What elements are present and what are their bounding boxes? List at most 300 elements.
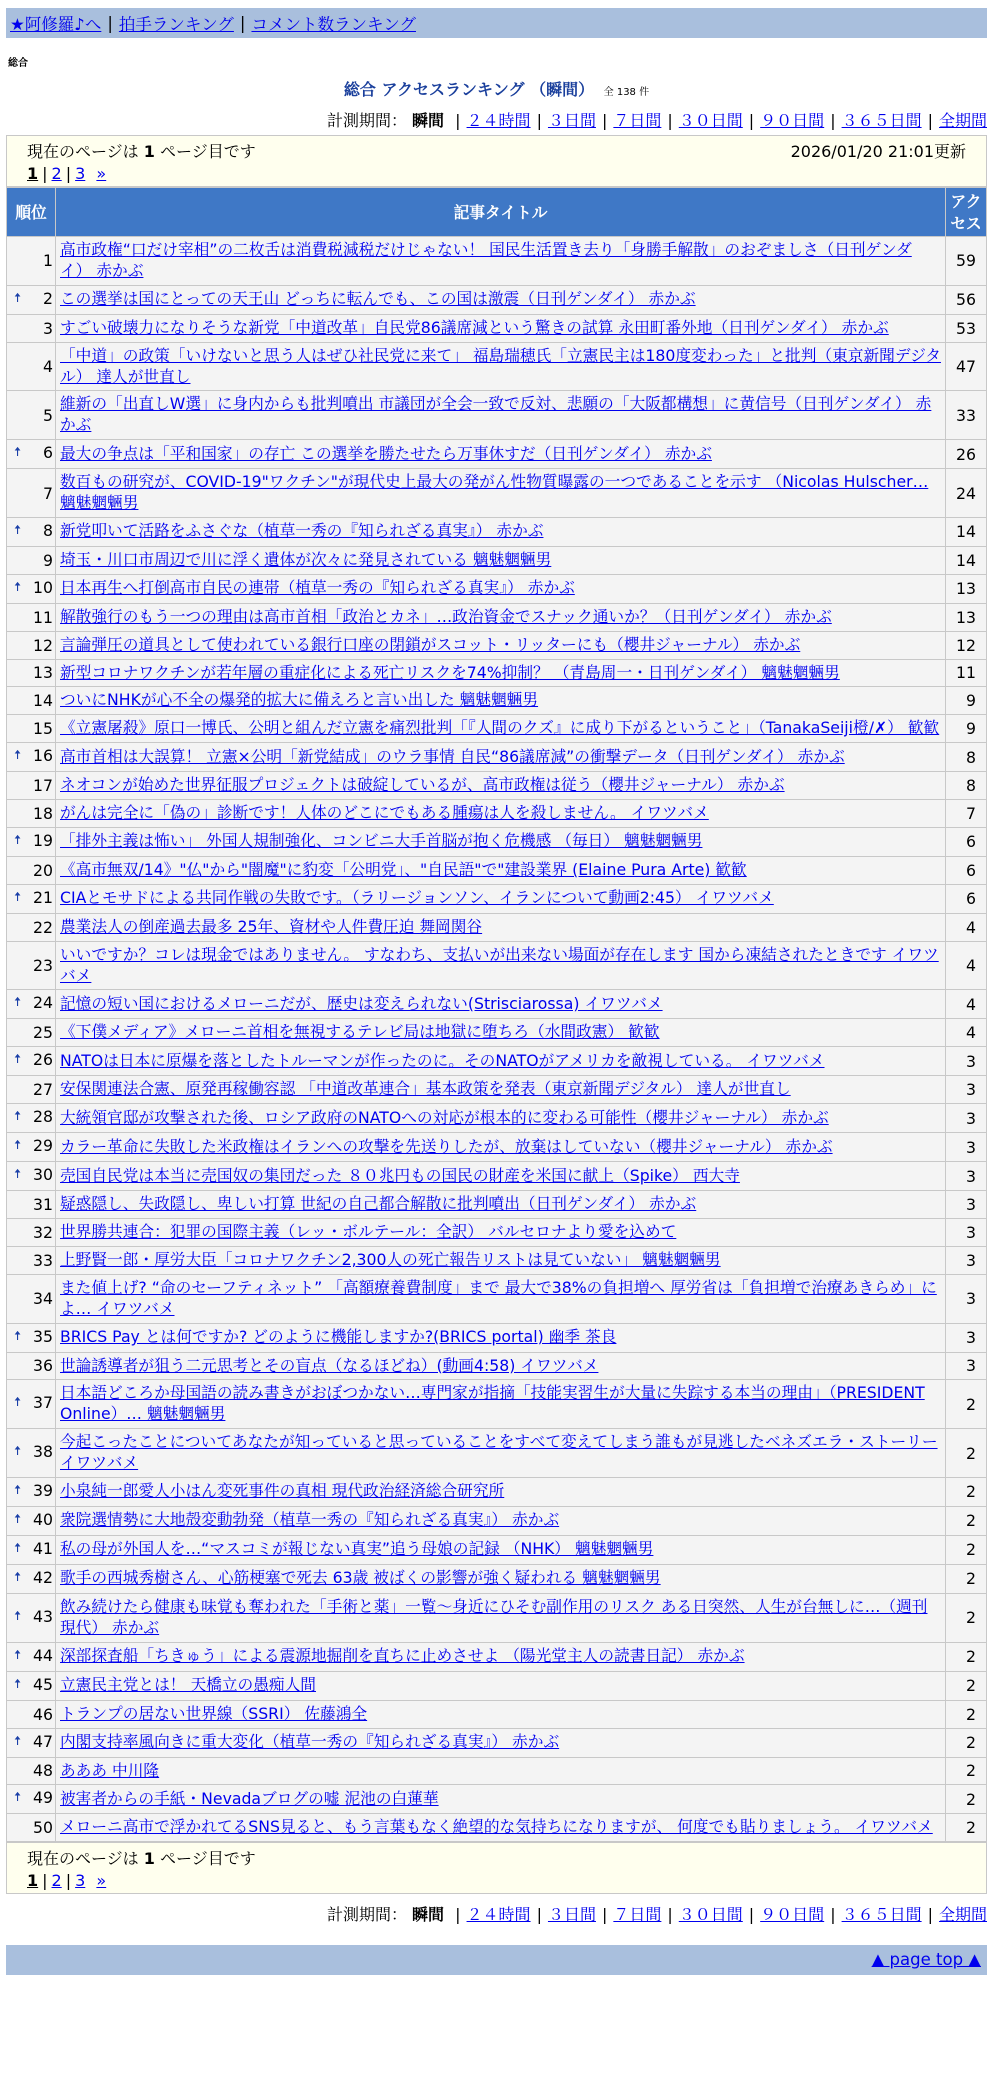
access-count: 2 bbox=[946, 1535, 987, 1564]
article-title-link[interactable]: 歌手の西城秀樹さん、心筋梗塞で死去 63歳 被ばくの影響が強く疑われる 魑魅魍魎男 bbox=[60, 1568, 661, 1588]
rank-cell bbox=[7, 659, 56, 687]
article-title-link[interactable]: 高市政権“口だけ宰相”の二枚舌は消費税減税だけじゃない！ 国民生活置き去り「身勝手解散」のおぞましさ（日刊ゲンダイ） 赤かぶ bbox=[60, 240, 912, 280]
rank-number: 11 bbox=[33, 607, 53, 627]
article-title-link[interactable]: 埼玉・川口市周辺で川に浮く遺体が次々に発見されている 魑魅魍魎男 bbox=[60, 549, 552, 569]
table-row bbox=[7, 856, 987, 884]
access-count: 4 bbox=[946, 913, 987, 941]
rank-number: 36 bbox=[33, 1356, 53, 1376]
rank-up-arrow-icon: 🠅 bbox=[14, 1569, 22, 1585]
access-count: 14 bbox=[946, 517, 987, 546]
article-title-link[interactable]: ネオコンが始めた世界征服プロジェクトは破綻しているが、高市政権は従う（櫻井ジャーナル） 赤かぶ bbox=[60, 775, 785, 795]
clap-ranking-link[interactable]: 拍手ランキング bbox=[118, 15, 234, 34]
table-row bbox=[7, 913, 987, 941]
rank-number: 50 bbox=[33, 1818, 53, 1838]
access-count: 59 bbox=[946, 237, 987, 286]
rank-cell bbox=[7, 1076, 56, 1104]
access-count: 2 bbox=[946, 1429, 987, 1478]
rank-cell bbox=[7, 342, 56, 391]
article-title-link[interactable]: すごい破壊力になりそうな新党「中道改革」自民党86議席減という驚きの試算 永田町番外地（日刊ゲンダイ） 赤かぶ bbox=[60, 317, 889, 337]
title-cell bbox=[56, 1728, 946, 1757]
table-row bbox=[7, 546, 987, 574]
rank-cell bbox=[7, 1785, 56, 1814]
rank-cell bbox=[7, 1246, 56, 1274]
title-cell bbox=[56, 743, 946, 772]
rank-up-arrow-icon: 🠅 bbox=[14, 748, 22, 764]
period-separator: | bbox=[927, 1905, 933, 1925]
rank-cell bbox=[7, 1564, 56, 1593]
rank-up-arrow-icon: 🠅 bbox=[14, 1790, 22, 1806]
access-count: 33 bbox=[946, 391, 987, 440]
access-count: 24 bbox=[946, 469, 987, 518]
table-row bbox=[7, 631, 987, 659]
article-title-link[interactable]: 世界勝共連合：犯罪の国際主義（レッ・ボルテール：全訳） バルセロナより愛を込めて bbox=[60, 1222, 677, 1241]
rank-number: 2 bbox=[43, 288, 53, 308]
article-title-link[interactable]: 「排外主義は怖い」 外国人規制強化、コンビニ大手首脳が抱く危機感 （毎日） 魑魅魍魎男 bbox=[60, 831, 703, 851]
article-title-link[interactable]: トランプの居ない世界線（SSRI） 佐藤鴻全 bbox=[60, 1703, 368, 1723]
title-cell bbox=[56, 941, 946, 990]
rank-up-arrow-icon: 🠅 bbox=[14, 1511, 22, 1527]
access-count: 2 bbox=[946, 1506, 987, 1535]
access-count: 3 bbox=[946, 1076, 987, 1104]
rank-cell bbox=[7, 1191, 56, 1219]
pagination-next[interactable]: » bbox=[96, 1871, 107, 1891]
table-row bbox=[7, 1785, 987, 1814]
rank-cell bbox=[7, 913, 56, 941]
period-link-4[interactable]: ９０日間 bbox=[760, 1905, 825, 1925]
table-row bbox=[7, 440, 987, 469]
title-cell bbox=[56, 1477, 946, 1506]
article-title-link[interactable]: ついにNHKが心不全の爆発的拡大に備えろと言い出した 魑魅魍魎男 bbox=[60, 690, 539, 710]
article-title-link[interactable]: 高市首相は大誤算！ 立憲×公明「新党結成」のウラ事情 自民“86議席減”の衝撃データ（日刊ゲンダイ） 赤かぶ bbox=[60, 746, 845, 766]
title-cell bbox=[56, 1133, 946, 1162]
rank-number: 41 bbox=[33, 1538, 53, 1558]
table-row bbox=[7, 1757, 987, 1785]
rank-up-arrow-icon: 🠅 bbox=[14, 1540, 22, 1556]
rank-number: 30 bbox=[33, 1165, 53, 1185]
article-title-link[interactable]: 数百もの研究が、COVID-19"ワクチン"が現代史上最大の発がん性物質曝露の一つであることを示す （Nicolas Hulscher… 魑魅魍魎男 bbox=[60, 472, 929, 512]
table-row bbox=[7, 1191, 987, 1219]
article-title-link[interactable]: 大統領官邸が攻撃された後、ロシア政府のNATOへの対応が根本的に変わる可能性（櫻井ジャーナル） 赤かぶ bbox=[60, 1107, 829, 1127]
access-count: 2 bbox=[946, 1380, 987, 1429]
table-row bbox=[7, 314, 987, 342]
title-cell bbox=[56, 1191, 946, 1219]
rank-number: 46 bbox=[33, 1704, 53, 1724]
title-cell bbox=[56, 1219, 946, 1247]
pagination-page-3[interactable]: 3 bbox=[75, 1871, 86, 1891]
title-cell bbox=[56, 1700, 946, 1728]
rank-number: 25 bbox=[33, 1023, 53, 1043]
table-row bbox=[7, 1047, 987, 1076]
rank-number: 44 bbox=[33, 1645, 53, 1665]
rank-number: 32 bbox=[33, 1222, 53, 1242]
access-count: 13 bbox=[946, 574, 987, 603]
period-separator: | bbox=[927, 111, 933, 130]
access-count: 6 bbox=[946, 884, 987, 913]
article-title-link[interactable]: また値上げ? “命のセーフティネット” 「高額療養費制度」まで 最大で38%の負担増へ 厚労省は「負担増で治療あきらめ」によ… イワツバメ bbox=[60, 1277, 937, 1318]
article-title-link[interactable]: がんは完全に「偽の」診断です！人体のどこにでもある腫瘍は人を殺しません。 イワツバメ bbox=[60, 803, 709, 822]
table-row bbox=[7, 1671, 987, 1700]
article-title-link[interactable]: 維新の「出直しW選」に身内からも批判噴出 市議団が全会一致で反対、悲願の「大阪都構想」に黄信号（日刊ゲンダイ） 赤かぶ bbox=[60, 394, 932, 435]
table-row bbox=[7, 237, 987, 286]
pagination-page-2[interactable]: 2 bbox=[51, 1871, 62, 1891]
article-title-link[interactable]: 《立憲屠殺》原口一博氏、公明と組んだ立憲を痛烈批判「『人間のクズ』に成り下がるということ」（TanakaSeiji橙/✗） 歓歓 bbox=[60, 718, 940, 738]
rank-cell bbox=[7, 391, 56, 440]
rank-number: 33 bbox=[33, 1250, 53, 1270]
period-link-0[interactable]: ２４時間 bbox=[466, 111, 531, 130]
bottom-bar bbox=[6, 1945, 987, 1975]
nav-separator: | bbox=[239, 13, 246, 33]
rank-number: 15 bbox=[33, 719, 53, 739]
rank-cell bbox=[7, 827, 56, 856]
period-link-6[interactable]: 全期間 bbox=[938, 111, 987, 130]
title-cell bbox=[56, 469, 946, 518]
rank-cell bbox=[7, 1047, 56, 1076]
pagination-page-2[interactable]: 2 bbox=[51, 164, 62, 183]
period-link-1[interactable]: ３日間 bbox=[547, 111, 596, 130]
table-row bbox=[7, 1700, 987, 1728]
title-cell bbox=[56, 659, 946, 687]
rank-cell bbox=[7, 440, 56, 469]
rank-number: 1 bbox=[43, 251, 53, 271]
rank-cell bbox=[7, 715, 56, 743]
article-title-link[interactable]: 新型コロナワクチンが若年層の重症化による死亡リスクを74%抑制？ （青島周一・日刊ゲンダイ） 魑魅魍魎男 bbox=[60, 662, 840, 682]
page-title-row bbox=[0, 77, 993, 100]
rank-number: 13 bbox=[33, 663, 53, 683]
table-row bbox=[7, 469, 987, 518]
access-count: 47 bbox=[946, 342, 987, 391]
rank-up-arrow-icon: 🠅 bbox=[14, 1647, 22, 1663]
rank-cell bbox=[7, 546, 56, 574]
rank-cell bbox=[7, 1535, 56, 1564]
table-row bbox=[7, 1814, 987, 1842]
access-count: 11 bbox=[946, 659, 987, 687]
table-row bbox=[7, 1477, 987, 1506]
article-title-link[interactable]: 今起こったことについてあなたが知っていると思っていることをすべて変えてしまう誰もが見逃したベネズエラ・ストーリー イワツバメ bbox=[60, 1432, 938, 1472]
title-cell bbox=[56, 1642, 946, 1671]
period-separator: | bbox=[667, 111, 673, 130]
table-row bbox=[7, 941, 987, 990]
rank-number: 14 bbox=[33, 691, 53, 711]
article-title-link[interactable]: 《下僕メディア》メローニ首相を無視するテレビ局は地獄に堕ちろ（水間政憲） 歓歓 bbox=[60, 1022, 660, 1042]
access-count: 2 bbox=[946, 1785, 987, 1814]
article-title-link[interactable]: 日本再生へ打倒高市自民の連帯（植草一秀の『知られざる真実』） 赤かぶ bbox=[60, 578, 575, 598]
period-separator: | bbox=[536, 111, 542, 130]
table-row bbox=[7, 659, 987, 687]
access-count: 56 bbox=[946, 285, 987, 314]
period-selector-top bbox=[0, 108, 987, 131]
access-count: 4 bbox=[946, 941, 987, 990]
rank-up-arrow-icon: 🠅 bbox=[14, 522, 22, 538]
top-nav-bar bbox=[6, 8, 987, 38]
rank-cell bbox=[7, 517, 56, 546]
article-title-link[interactable]: 内閣支持率風向きに重大変化（植草一秀の『知られざる真実』） 赤かぶ bbox=[60, 1732, 560, 1752]
comment-ranking-link[interactable]: コメント数ランキング bbox=[251, 15, 416, 34]
article-title-link[interactable]: 世論誘導者が狙う二元思考とその盲点（なるほどね）(動画4:58) イワツバメ bbox=[60, 1355, 599, 1375]
title-cell bbox=[56, 913, 946, 941]
access-count: 2 bbox=[946, 1593, 987, 1642]
article-title-link[interactable]: いいですか？コレは現金ではありません。 すなわち、支払いが出来ない場面が存在します 国から凍結されたときです イワツバメ bbox=[60, 944, 939, 985]
access-count: 3 bbox=[946, 1274, 987, 1323]
title-cell bbox=[56, 1323, 946, 1352]
ranking-rows bbox=[7, 237, 987, 1842]
title-cell bbox=[56, 517, 946, 546]
table-row bbox=[7, 715, 987, 743]
title-cell bbox=[56, 342, 946, 391]
table-row bbox=[7, 827, 987, 856]
rank-up-arrow-icon: 🠅 bbox=[14, 290, 22, 306]
title-cell bbox=[56, 1429, 946, 1478]
rank-number: 45 bbox=[33, 1674, 53, 1694]
table-row bbox=[7, 990, 987, 1019]
article-title-link[interactable]: 被害者からの手紙・Nevadaブログの嘘 泥池の白蓮華 bbox=[60, 1788, 439, 1808]
period-current: 瞬間 bbox=[412, 1905, 445, 1925]
title-cell bbox=[56, 1047, 946, 1076]
rank-number: 40 bbox=[33, 1509, 53, 1529]
article-title-link[interactable]: メローニ高市で浮かれてるSNS見ると、もう言葉もなく絶望的な気持ちになりますが、 何度でも貼りましょう。 イワツバメ bbox=[60, 1817, 933, 1837]
article-title-link[interactable]: あああ 中川隆 bbox=[60, 1760, 160, 1780]
article-title-link[interactable]: 立憲民主党とは！ 天橋立の愚痴人間 bbox=[60, 1675, 316, 1695]
title-cell bbox=[56, 1380, 946, 1429]
article-title-link[interactable]: 安保関連法合憲、原発再稼働容認 「中道改革連合」基本政策を発表（東京新聞デジタル） 達人が世直し bbox=[60, 1079, 791, 1099]
article-title-link[interactable]: 農業法人の倒産過去最多 25年、資材や人件費圧迫 舞岡関谷 bbox=[60, 916, 483, 936]
period-separator: | bbox=[601, 111, 608, 130]
article-title-link[interactable]: 新党叩いて活路をふさぐな（植草一秀の『知られざる真実』） 赤かぶ bbox=[60, 521, 544, 541]
period-link-0[interactable]: ２４時間 bbox=[466, 1905, 531, 1925]
rank-number: 49 bbox=[33, 1788, 53, 1808]
rank-cell bbox=[7, 743, 56, 772]
rank-number: 18 bbox=[33, 803, 53, 823]
table-row bbox=[7, 1352, 987, 1380]
site-home-link[interactable]: ★阿修羅♪へ bbox=[10, 15, 102, 34]
rank-cell bbox=[7, 1671, 56, 1700]
access-count: 3 bbox=[946, 1162, 987, 1191]
period-separator: | bbox=[667, 1905, 673, 1925]
period-separator: | bbox=[601, 1905, 608, 1925]
access-count: 2 bbox=[946, 1814, 987, 1842]
article-title-link[interactable]: 日本語どころか母国語の読み書きがおぼつかない…専門家が指摘「技能実習生が大量に失踪する本当の理由」（PRESIDENT Online）… 魑魅魍魎男 bbox=[60, 1383, 925, 1424]
access-count: 2 bbox=[946, 1564, 987, 1593]
rank-up-arrow-icon: 🠅 bbox=[14, 1328, 22, 1344]
rank-number: 31 bbox=[33, 1195, 53, 1215]
title-cell bbox=[56, 603, 946, 631]
table-row bbox=[7, 772, 987, 800]
rank-number: 34 bbox=[33, 1289, 53, 1309]
article-title-link[interactable]: BRICS Pay とは何ですか? どのように機能しますか?(BRICS portal) 幽季 茶良 bbox=[60, 1327, 617, 1347]
rank-number: 16 bbox=[33, 746, 53, 766]
rank-cell bbox=[7, 1700, 56, 1728]
rank-cell bbox=[7, 1506, 56, 1535]
rank-cell bbox=[7, 1274, 56, 1323]
rank-number: 39 bbox=[33, 1480, 53, 1500]
total-count: 全 138 件 bbox=[603, 87, 650, 98]
access-count: 4 bbox=[946, 990, 987, 1019]
page-info-bottom bbox=[6, 1842, 987, 1894]
title-cell bbox=[56, 1246, 946, 1274]
rank-cell bbox=[7, 1429, 56, 1478]
access-count: 14 bbox=[946, 546, 987, 574]
title-cell bbox=[56, 1506, 946, 1535]
table-row bbox=[7, 391, 987, 440]
period-link-6[interactable]: 全期間 bbox=[938, 1905, 987, 1925]
title-cell bbox=[56, 715, 946, 743]
article-title-link[interactable]: 私の母が外国人を…“マスコミが報じない真実”追う母娘の記録 （NHK） 魑魅魍魎男 bbox=[60, 1539, 654, 1559]
rank-up-arrow-icon: 🠅 bbox=[14, 1608, 22, 1624]
rank-number: 8 bbox=[43, 520, 53, 540]
article-title-link[interactable]: この選挙は国にとっての天王山 どっちに転んでも、この国は激震（日刊ゲンダイ） 赤かぶ bbox=[60, 289, 696, 309]
article-title-link[interactable]: 記憶の短い国におけるメローニだが、歴史は変えられない(Strisciarossa) イワツバメ bbox=[60, 993, 663, 1013]
period-separator: | bbox=[455, 111, 461, 130]
period-separator: | bbox=[455, 1905, 461, 1925]
title-cell bbox=[56, 1785, 946, 1814]
rank-number: 48 bbox=[33, 1761, 53, 1781]
ranking-table bbox=[6, 187, 987, 1842]
access-count: 3 bbox=[946, 1191, 987, 1219]
table-row bbox=[7, 1019, 987, 1047]
rank-up-arrow-icon: 🠅 bbox=[14, 1676, 22, 1692]
rank-number: 22 bbox=[33, 917, 53, 937]
period-link-5[interactable]: ３６５日間 bbox=[841, 1905, 922, 1925]
rank-up-arrow-icon: 🠅 bbox=[14, 1138, 22, 1154]
article-title-link[interactable]: 売国自民党は本当に売国奴の集団だった ８０兆円もの国民の財産を米国に献上（Spike） 西大寺 bbox=[60, 1165, 740, 1185]
rank-number: 3 bbox=[43, 318, 53, 338]
article-title-link[interactable]: 「中道」の政策「いけないと思う人はぜひ社民党に来て」 福島瑞穂氏「立憲民主は180度変わった」と批判（東京新聞デジタル） 達人が世直し bbox=[60, 345, 941, 386]
rank-cell bbox=[7, 314, 56, 342]
article-title-link[interactable]: 飲み続けたら健康も味覚も奪われた「手術と薬」一覧〜身近にひそむ副作用のリスク ある日突然、人生が台無しに…（週刊現代） 赤かぶ bbox=[60, 1596, 928, 1637]
rank-number: 20 bbox=[33, 860, 53, 880]
title-cell bbox=[56, 1564, 946, 1593]
rank-header: 順位 bbox=[7, 188, 56, 237]
access-count: 8 bbox=[946, 772, 987, 800]
rank-number: 42 bbox=[33, 1567, 53, 1587]
nav-separator: | bbox=[107, 13, 113, 33]
table-row bbox=[7, 1162, 987, 1191]
title-cell bbox=[56, 440, 946, 469]
period-link-3[interactable]: ３０日間 bbox=[678, 1905, 743, 1925]
rank-number: 12 bbox=[33, 635, 53, 655]
rank-cell bbox=[7, 1219, 56, 1247]
article-title-link[interactable]: 言論弾圧の道具として使われている銀行口座の閉鎖がスコット・リッターにも（櫻井ジャーナル） 赤かぶ bbox=[60, 634, 801, 654]
page-top-link[interactable]: ▲ page top ▲ bbox=[871, 1950, 981, 1970]
rank-number: 10 bbox=[33, 577, 53, 597]
access-count: 3 bbox=[946, 1047, 987, 1076]
access-count: 6 bbox=[946, 856, 987, 884]
access-count: 53 bbox=[946, 314, 987, 342]
rank-cell bbox=[7, 856, 56, 884]
article-title-link[interactable]: 深部探査船「ちきゅう」による震源地掘削を直ちに止めさせよ （陽光堂主人の読書日記） 赤かぶ bbox=[60, 1646, 745, 1666]
period-current: 瞬間 bbox=[412, 111, 445, 130]
article-title-link[interactable]: 疑惑隠し、失政隠し、卑しい打算 世紀の自己都合解散に批判噴出（日刊ゲンダイ） 赤かぶ bbox=[60, 1194, 697, 1214]
period-label: 計測期間： bbox=[326, 111, 407, 130]
page-status: 現在のページは 1 ページ目です bbox=[27, 142, 256, 161]
rank-number: 24 bbox=[33, 993, 53, 1013]
period-separator: | bbox=[536, 1905, 542, 1925]
rank-number: 19 bbox=[33, 830, 53, 850]
rank-cell bbox=[7, 772, 56, 800]
access-count: 7 bbox=[946, 800, 987, 828]
article-title-link[interactable]: CIAとモサドによる共同作戦の失敗です。（ラリージョンソン、イランについて動画2:45） イワツバメ bbox=[60, 888, 774, 908]
access-count: 2 bbox=[946, 1757, 987, 1785]
rank-up-arrow-icon: 🠅 bbox=[14, 1444, 22, 1459]
period-link-5[interactable]: ３６５日間 bbox=[841, 111, 922, 130]
rank-cell bbox=[7, 1642, 56, 1671]
title-cell bbox=[56, 827, 946, 856]
title-cell bbox=[56, 884, 946, 913]
pagination-current: 1 bbox=[27, 1871, 39, 1891]
table-row bbox=[7, 1323, 987, 1352]
article-title-link[interactable]: 解散強行のもう一つの理由は高市首相「政治とカネ」…政治資金でスナック通いか？（日刊ゲンダイ） 赤かぶ bbox=[60, 606, 832, 626]
access-count: 2 bbox=[946, 1642, 987, 1671]
period-link-2[interactable]: ７日間 bbox=[613, 111, 662, 130]
title-cell bbox=[56, 687, 946, 715]
access-count: 9 bbox=[946, 715, 987, 743]
rank-cell bbox=[7, 1104, 56, 1133]
rank-cell bbox=[7, 603, 56, 631]
period-separator: | bbox=[830, 1905, 836, 1925]
title-cell bbox=[56, 574, 946, 603]
rank-cell bbox=[7, 469, 56, 518]
period-link-2[interactable]: ７日間 bbox=[613, 1905, 662, 1925]
title-cell bbox=[56, 314, 946, 342]
period-link-1[interactable]: ３日間 bbox=[547, 1905, 596, 1925]
article-title-link[interactable]: NATOは日本に原爆を落としたトルーマンが作ったのに。そのNATOがアメリカを敵視している。 イワツバメ bbox=[60, 1050, 825, 1070]
article-title-link[interactable]: 上野賢一郎・厚労大臣「コロナワクチン2,300人の死亡報告リストは見ていない」 魑魅魍魎男 bbox=[60, 1249, 721, 1269]
page-title: 総合 アクセスランキング （瞬間） bbox=[343, 80, 595, 99]
title-cell bbox=[56, 1274, 946, 1323]
title-cell bbox=[56, 1352, 946, 1380]
title-cell bbox=[56, 546, 946, 574]
access-count: 3 bbox=[946, 1246, 987, 1274]
pagination-page-3[interactable]: 3 bbox=[75, 164, 86, 183]
rank-number: 29 bbox=[33, 1136, 53, 1156]
rank-cell bbox=[7, 800, 56, 828]
rank-up-arrow-icon: 🠅 bbox=[14, 579, 22, 595]
article-title-link[interactable]: 小泉純一郎愛人小はん変死事件の真相 現代政治経済総合研究所 bbox=[60, 1481, 505, 1501]
page-info-top bbox=[6, 135, 987, 187]
access-count: 6 bbox=[946, 827, 987, 856]
category-tag: 総合 bbox=[8, 58, 28, 69]
title-cell bbox=[56, 631, 946, 659]
access-count: 3 bbox=[946, 1133, 987, 1162]
rank-number: 4 bbox=[43, 357, 53, 376]
rank-up-arrow-icon: 🠅 bbox=[14, 832, 22, 848]
pagination: 1 | 2 | 3 » bbox=[27, 164, 107, 183]
access-count: 2 bbox=[946, 1477, 987, 1506]
article-title-link[interactable]: 《高市無双/14》"仏"から"闇魔"に豹変「公明党」、"自民語"で"建設業界 (Elaine Pura Arte) 歓歓 bbox=[60, 859, 747, 879]
table-row bbox=[7, 603, 987, 631]
table-row bbox=[7, 1564, 987, 1593]
period-link-3[interactable]: ３０日間 bbox=[678, 111, 743, 130]
article-title-link[interactable]: 衆院選情勢に大地殻変動勃発（植草一秀の『知られざる真実』） 赤かぶ bbox=[60, 1510, 560, 1530]
rank-cell bbox=[7, 941, 56, 990]
period-links bbox=[449, 111, 987, 130]
pagination-next[interactable]: » bbox=[96, 164, 107, 183]
period-link-4[interactable]: ９０日間 bbox=[760, 111, 825, 130]
rank-number: 28 bbox=[33, 1107, 53, 1127]
rank-cell bbox=[7, 1814, 56, 1842]
table-row bbox=[7, 517, 987, 546]
page-status: 現在のページは 1 ページ目です bbox=[27, 1849, 256, 1869]
table-row bbox=[7, 1728, 987, 1757]
article-title-link[interactable]: 最大の争点は「平和国家」の存亡 この選挙を勝たせたら万事休すだ（日刊ゲンダイ） 赤かぶ bbox=[60, 443, 712, 463]
title-cell bbox=[56, 1814, 946, 1842]
pagination: 1 | 2 | 3 » bbox=[27, 1871, 107, 1891]
article-title-link[interactable]: カラー革命に失敗した米政権はイランへの攻撃を先送りしたが、放棄はしていない（櫻井ジャーナル） 赤かぶ bbox=[60, 1136, 833, 1156]
access-count: 3 bbox=[946, 1352, 987, 1380]
rank-cell bbox=[7, 1380, 56, 1429]
table-row bbox=[7, 1506, 987, 1535]
table-row bbox=[7, 342, 987, 391]
period-separator: | bbox=[830, 111, 836, 130]
